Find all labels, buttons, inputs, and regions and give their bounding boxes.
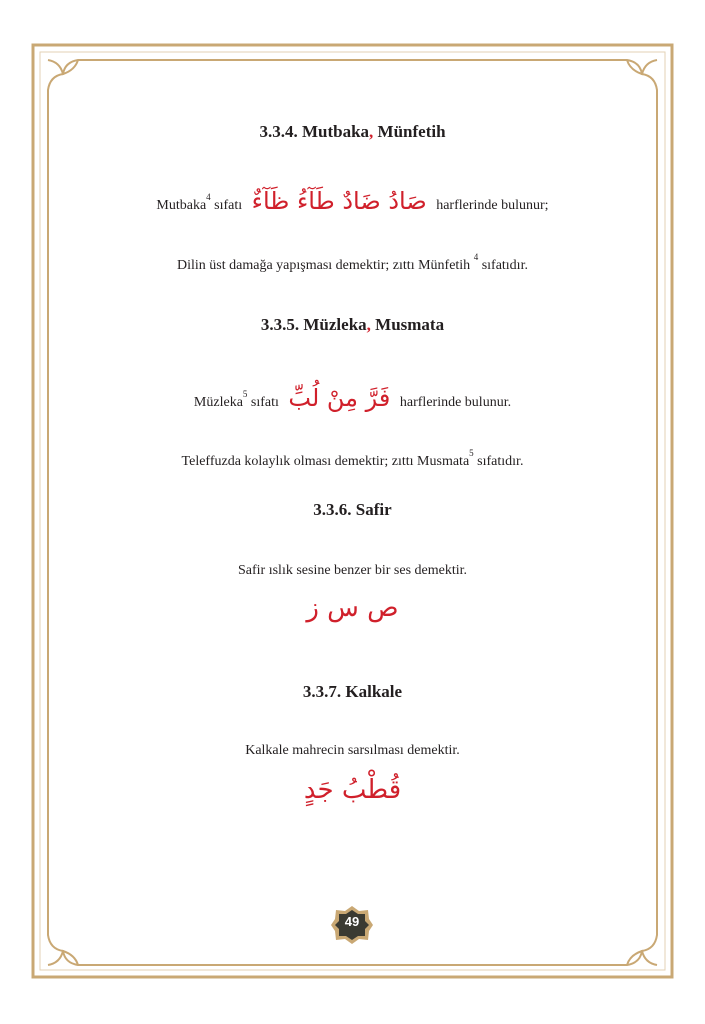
line-text-before: Mutbaka bbox=[156, 198, 207, 213]
section-heading-kalkale: 3.3.7. Kalkale bbox=[302, 682, 403, 701]
heading-number: 3.3.5. bbox=[260, 315, 300, 334]
definition-text-after: sıfatıdır. bbox=[481, 258, 528, 273]
muzleka-letters-line bbox=[0, 384, 705, 412]
definition-text: Dilin üst damağa yapışması demektir; zıttı Münfetih bbox=[177, 258, 471, 273]
definition-text-after: sıfatıdır. bbox=[477, 454, 524, 469]
section-heading-muzleka bbox=[0, 315, 705, 335]
safir-definition: Safir ıslık sesine benzer bir ses demektir. bbox=[238, 563, 467, 578]
heading-part2: Musmata bbox=[375, 315, 445, 334]
heading-part2: Münfetih bbox=[377, 122, 446, 141]
line-text-after: harflerinde bulunur. bbox=[399, 395, 512, 410]
page-number: 49 bbox=[344, 914, 360, 929]
heading-comma: , bbox=[369, 122, 374, 141]
arabic-letters: صَادُ ضَادٌ طَآءُ ظَآءٌ bbox=[251, 187, 427, 215]
safir-arabic-letters: ص س ز bbox=[306, 593, 399, 623]
arabic-letters: فَرَّ مِنْ لُبِّ bbox=[288, 384, 391, 412]
footnote-marker: 5 bbox=[242, 389, 248, 399]
footnote-marker: 4 bbox=[473, 252, 479, 262]
mutbaka-definition bbox=[0, 252, 705, 274]
footnote-marker: 4 bbox=[206, 192, 211, 202]
kalkale-arabic-letters: قُطْبُ جَدٍ bbox=[303, 775, 402, 805]
line-text-after: harflerinde bulunur; bbox=[436, 198, 549, 213]
heading-comma: , bbox=[366, 315, 371, 334]
section-heading-safir: 3.3.6. Safir bbox=[313, 500, 392, 519]
muzleka-definition bbox=[0, 448, 705, 470]
line-text-middle: sıfatı bbox=[214, 198, 243, 213]
kalkale-definition: Kalkale mahrecin sarsılması demektir. bbox=[245, 743, 460, 758]
heading-part1: Mutbaka bbox=[301, 122, 370, 141]
footnote-marker: 5 bbox=[469, 448, 474, 458]
section-heading-mutbaka bbox=[0, 122, 705, 142]
line-text-before: Müzleka bbox=[193, 395, 243, 410]
line-text-middle: sıfatı bbox=[250, 395, 279, 410]
heading-number: 3.3.4. bbox=[259, 122, 298, 141]
definition-text: Teleffuzda kolaylık olması demektir; zıttı Musmata bbox=[181, 454, 470, 469]
mutbaka-letters-line bbox=[0, 187, 705, 215]
heading-part1: Müzleka bbox=[303, 315, 367, 334]
